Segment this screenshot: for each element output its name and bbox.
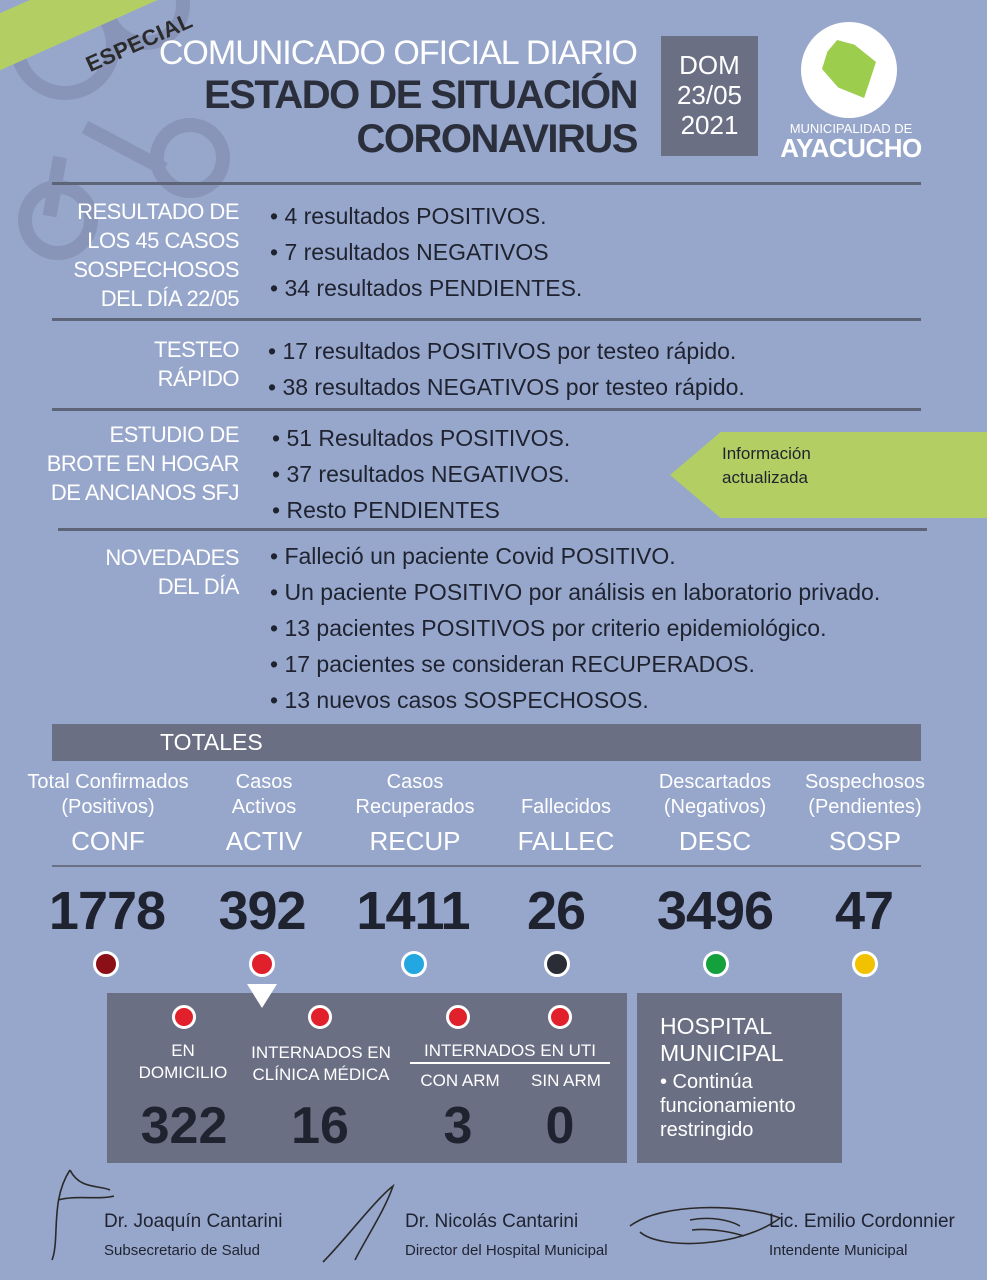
header-line-1: COMUNICADO OFICIAL DIARIO: [158, 34, 637, 72]
sin-arm-label: SIN ARM: [531, 1071, 601, 1090]
pointer-arrow-icon: [247, 984, 277, 1008]
list-item: • 4 resultados POSITIVOS.: [270, 198, 582, 234]
signature-3-scribble: [620, 1198, 790, 1254]
list-item: • 34 resultados PENDIENTES.: [270, 270, 582, 306]
list-item: • 13 nuevos casos SOSPECHOSOS.: [270, 682, 880, 718]
con-arm-value: 3: [443, 1097, 473, 1155]
total-recup-value: 1411: [356, 881, 470, 941]
section-label-testeo: TESTEO RÁPIDO: [153, 337, 239, 391]
sosp-color-dot: [852, 951, 878, 977]
divider: [52, 408, 921, 411]
total-desc-value: 3496: [656, 881, 774, 941]
recup-color-dot: [401, 951, 427, 977]
logo-line-2: AYACUCHO: [780, 133, 922, 163]
total-sosp-value: 47: [834, 881, 894, 941]
total-fallec-header: Fallecidos FALLEC: [517, 796, 615, 856]
section-label-novedades: NOVEDADES DEL DÍA: [105, 545, 239, 599]
date-day: DOM: [679, 50, 740, 80]
signature-3-role: Intendente Municipal: [769, 1242, 908, 1259]
sin-arm-dot: [548, 1005, 572, 1029]
signature-2-role: Director del Hospital Municipal: [405, 1242, 608, 1259]
signature-3-name: Lic. Emilio Cordonnier: [769, 1211, 955, 1232]
uti-title: INTERNADOS EN UTI: [424, 1041, 596, 1060]
activ-color-dot: [249, 951, 275, 977]
clinica-label: INTERNADOS EN CLÍNICA MÉDICA: [251, 1043, 391, 1084]
divider: [52, 865, 921, 867]
total-conf-header: Total Confirmados (Positivos) CONF: [27, 771, 189, 856]
uti-divider: [410, 1062, 610, 1064]
list-item: • 7 resultados NEGATIVOS: [270, 234, 582, 270]
list-item: • 17 pacientes se consideran RECUPERADOS.: [270, 646, 880, 682]
info-updated-tab: [670, 432, 987, 518]
totals-title: TOTALES: [160, 729, 263, 755]
desc-color-dot: [703, 951, 729, 977]
list-item: • Falleció un paciente Covid POSITIVO.: [270, 538, 880, 574]
date-date: 23/05: [676, 80, 743, 110]
divider: [52, 182, 921, 185]
signature-1-role: Subsecretario de Salud: [104, 1242, 260, 1259]
total-sosp-header: Sospechosos (Pendientes) SOSP: [804, 771, 926, 856]
section-items-novedades: [270, 538, 880, 718]
section-items-testeo: [268, 333, 745, 405]
domicilio-label: EN DOMICILIO: [138, 1041, 228, 1082]
domicilio-value: 322: [140, 1097, 228, 1155]
info-tab-line-1: Información: [722, 444, 811, 463]
list-item: • Resto PENDIENTES: [272, 492, 570, 528]
total-conf-value: 1778: [48, 881, 166, 941]
total-activ-header: Casos Activos ACTIV: [225, 771, 303, 856]
domicilio-dot: [172, 1005, 196, 1029]
header-title: [204, 73, 637, 161]
info-tab-line-2: actualizada: [722, 468, 809, 487]
section-label-brote: ESTUDIO DE BROTE EN HOGAR DE ANCIANOS SFJ: [46, 422, 239, 505]
list-item: • 13 pacientes POSITIVOS por criterio epidemiológico.: [270, 610, 880, 646]
signature-2-name: Dr. Nicolás Cantarini: [405, 1211, 579, 1232]
section-items-brote: [272, 420, 570, 528]
header-line-3: CORONAVIRUS: [356, 117, 637, 161]
logo-line-1: MUNICIPALIDAD DE: [789, 121, 913, 136]
section-label-resultados: RESULTADO DE LOS 45 CASOS SOSPECHOSOS DEL DÍA 22/05: [73, 199, 239, 311]
hospital-title: HOSPITAL MUNICIPAL: [660, 1013, 784, 1066]
list-item: • 38 resultados NEGATIVOS por testeo rápido.: [268, 369, 745, 405]
total-fallec-value: 26: [526, 881, 586, 941]
list-item: • 37 resultados NEGATIVOS.: [272, 456, 570, 492]
list-item: • 17 resultados POSITIVOS por testeo rápido.: [268, 333, 745, 369]
date-box: [661, 36, 758, 156]
conf-color-dot: [93, 951, 119, 977]
ribbon-label: ESPECIAL: [82, 7, 197, 77]
sin-arm-value: 0: [545, 1097, 575, 1155]
hospital-status: • Continúa funcionamiento restringido: [660, 1071, 796, 1141]
list-item: • Un paciente POSITIVO por análisis en laboratorio privado.: [270, 574, 880, 610]
list-item: • 51 Resultados POSITIVOS.: [272, 420, 570, 456]
date-year: 2021: [680, 110, 739, 140]
con-arm-dot: [446, 1005, 470, 1029]
signature-1-name: Dr. Joaquín Cantarini: [104, 1211, 283, 1232]
section-items-resultados: [270, 198, 582, 306]
total-activ-value: 392: [218, 881, 306, 941]
clinica-dot: [308, 1005, 332, 1029]
total-desc-header: Descartados (Negativos) DESC: [658, 771, 772, 856]
total-recup-header: Casos Recuperados RECUP: [355, 771, 475, 856]
signature-2-scribble: [315, 1180, 405, 1270]
clinica-value: 16: [291, 1097, 349, 1155]
fallec-color-dot: [544, 951, 570, 977]
con-arm-label: CON ARM: [420, 1071, 500, 1090]
divider: [58, 528, 927, 531]
header-line-2: ESTADO DE SITUACIÓN: [203, 73, 637, 117]
divider: [52, 318, 921, 321]
